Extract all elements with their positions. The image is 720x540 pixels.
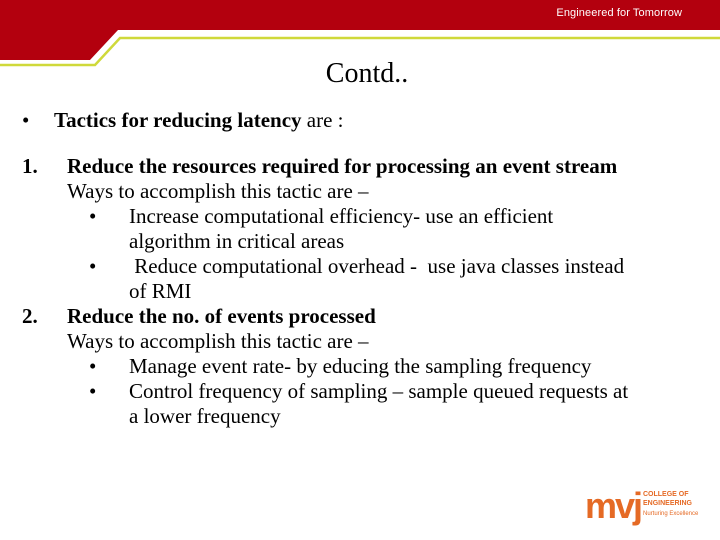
sub-bullet: • [89, 254, 97, 278]
item-2-heading: Reduce the no. of events processed [67, 304, 376, 328]
item-2-sub-2-cont [22, 404, 712, 429]
item-2-sub-2-line1: Control frequency of sampling – sample queued requests at [129, 379, 629, 403]
item-1-sub-1-cont [22, 229, 712, 254]
item-2-sub-2 [22, 379, 712, 404]
slide-content [22, 108, 712, 429]
intro-line [22, 108, 712, 133]
logo-line-2: ENGINEERING [643, 500, 693, 507]
sub-bullet: • [89, 354, 97, 378]
list-number-2: 2. [22, 304, 38, 328]
intro-rest: are : [301, 108, 344, 132]
item-1-sub-1 [22, 204, 712, 229]
intro-bold: Tactics for reducing latency [54, 108, 302, 132]
list-item-1-heading [22, 154, 712, 179]
intro-text [54, 108, 344, 133]
sub-bullet: • [89, 379, 97, 403]
logo-line-3: Nurturing Excellence [643, 511, 699, 517]
logo-mark: mvj [585, 485, 642, 526]
item-2-ways [22, 329, 712, 354]
slide-title: Contd.. [325, 58, 409, 89]
sub-bullet: • [89, 204, 97, 228]
item-1-sub-1-line2: algorithm in critical areas [129, 229, 345, 253]
logo-line-1: COLLEGE OF [643, 491, 689, 498]
intro-bullet: • [22, 108, 30, 132]
list-number-1: 1. [22, 154, 38, 178]
item-1-sub-2-cont [22, 279, 712, 304]
item-1-sub-2-line2: of RMI [129, 279, 192, 303]
list-item-2-heading [22, 304, 712, 329]
item-2-sub-2-line2: a lower frequency [129, 404, 281, 428]
college-logo [585, 485, 700, 526]
item-2-ways-text: Ways to accomplish this tactic are – [67, 329, 369, 353]
item-1-ways [22, 179, 712, 204]
item-1-sub-2 [22, 254, 712, 279]
item-1-sub-2-line1: Reduce computational overhead - use java classes instead [129, 254, 625, 278]
tagline-text: Engineered for Tomorrow [556, 7, 682, 19]
item-2-sub-1-line1: Manage event rate- by educing the sampling frequency [129, 354, 592, 378]
item-1-heading: Reduce the resources required for processing an event stream [67, 154, 618, 178]
item-1-sub-1-line1: Increase computational efficiency- use an efficient [129, 204, 554, 228]
item-2-sub-1 [22, 354, 712, 379]
item-1-ways-text: Ways to accomplish this tactic are – [67, 179, 369, 203]
